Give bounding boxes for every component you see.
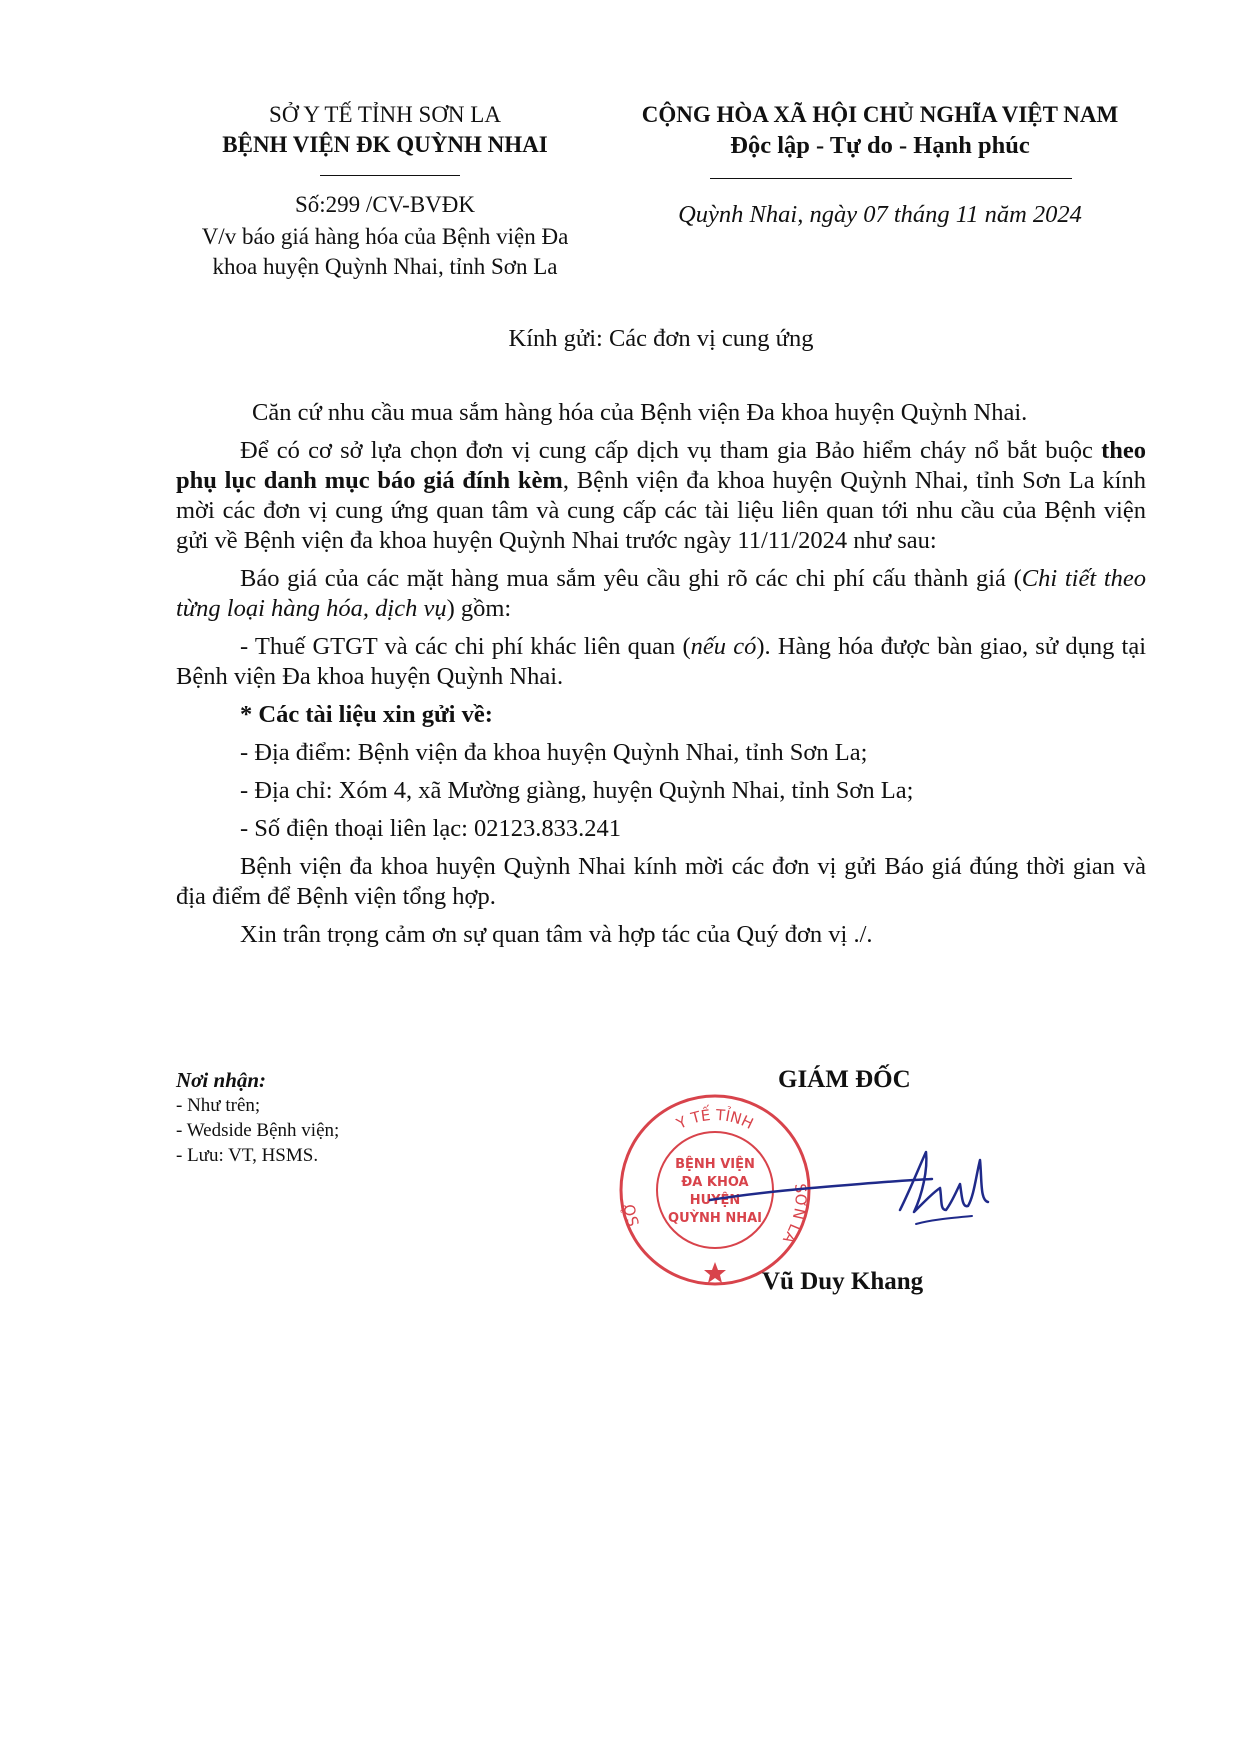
invitation-text-end: , Bệnh viện đa khoa huyện Quỳnh Nhai, tỉnh Sơn La kính mời các đơn vị cung ứng quan tâm và cung cấp các tài liệu liên quan tới nhu cầu của Bệnh viện gửi về Bệnh viện đa khoa huyện Quỳnh Nhai trước ngày 11/11/2024 như sau: bbox=[176, 467, 1146, 554]
subject-line-2: khoa huyện Quỳnh Nhai, tỉnh Sơn La bbox=[212, 254, 558, 279]
tax-text-start: - Thuế GTGT và các chi phí khác liên quan ( bbox=[240, 633, 691, 660]
quote-detail-note: Chi tiết theo từng loại hàng hóa, dịch vụ bbox=[176, 565, 1147, 622]
motto-underline bbox=[710, 178, 1072, 179]
recipients-title: Nơi nhận: bbox=[176, 1068, 267, 1092]
recipients-block bbox=[176, 1068, 476, 1168]
national-motto: Độc lập - Tự do - Hạnh phúc bbox=[730, 132, 1030, 159]
national-header bbox=[600, 100, 1160, 162]
stamp-inner-line: BỆNH VIỆN bbox=[675, 1157, 755, 1172]
quote-text-end: ) gồm: bbox=[446, 595, 512, 622]
signer-title: GIÁM ĐỐC bbox=[778, 1066, 911, 1093]
subject-line-1: V/v báo giá hàng hóa của Bệnh viện Đa bbox=[201, 224, 569, 249]
place-date: Quỳnh Nhai, ngày 07 tháng 11 năm 2024 bbox=[678, 201, 1082, 228]
issuer-underline bbox=[320, 175, 460, 176]
documents-heading: * Các tài liệu xin gửi về: bbox=[240, 701, 493, 728]
paragraph-thanks: Xin trân trọng cảm ơn sự quan tâm và hợp tác của Quý đơn vị ./. bbox=[240, 921, 873, 948]
document-reference bbox=[170, 190, 600, 282]
hospital-name: BỆNH VIỆN ĐK QUỲNH NHAI bbox=[222, 132, 548, 157]
delivery-address: - Địa chỉ: Xóm 4, xã Mường giàng, huyện Quỳnh Nhai, tỉnh Sơn La; bbox=[240, 777, 914, 804]
recipients-item: - Như trên; bbox=[176, 1095, 261, 1116]
nation-title: CỘNG HÒA XÃ HỘI CHỦ NGHĨA VIỆT NAM bbox=[641, 102, 1119, 127]
letter-body bbox=[176, 398, 1146, 950]
delivery-location: - Địa điểm: Bệnh viện đa khoa huyện Quỳnh Nhai, tỉnh Sơn La; bbox=[240, 739, 868, 766]
stamp-inner-line: QUỲNH NHAI bbox=[668, 1211, 762, 1226]
stamp-inner-line: ĐA KHOA bbox=[681, 1175, 749, 1190]
stamp-outer-left-text: SỞ bbox=[620, 1200, 644, 1229]
stamp-star-icon bbox=[704, 1262, 726, 1283]
recipient-line: Kính gửi: Các đơn vị cung ứng bbox=[508, 325, 814, 352]
quote-text-start: Báo giá của các mặt hàng mua sắm yêu cầu ghi rõ các chi phí cấu thành giá ( bbox=[240, 565, 1022, 592]
stamp-outer-top-text: Y TẾ TỈNH bbox=[673, 1105, 757, 1133]
stamp-inner-line: HUYỆN bbox=[689, 1193, 741, 1208]
department-name: SỞ Y TẾ TỈNH SƠN LA bbox=[269, 102, 501, 127]
paragraph-invitation bbox=[176, 436, 1146, 556]
paragraph-tax bbox=[176, 632, 1146, 692]
invitation-text-start: Để có cơ sở lựa chọn đơn vị cung cấp dịch vụ tham gia Bảo hiểm cháy nổ bắt buộc bbox=[240, 437, 1102, 464]
contact-phone: - Số điện thoại liên lạc: 02123.833.241 bbox=[240, 815, 622, 842]
tax-if-any: nếu có bbox=[690, 633, 757, 660]
recipients-item: - Wedside Bệnh viện; bbox=[176, 1120, 340, 1141]
document-number: Số:299 /CV-BVĐK bbox=[295, 192, 475, 217]
signer-name: Vũ Duy Khang bbox=[762, 1268, 924, 1295]
paragraph-quote-requirements bbox=[176, 564, 1146, 624]
recipients-item: - Lưu: VT, HSMS. bbox=[176, 1145, 319, 1166]
paragraph-request: Bệnh viện đa khoa huyện Quỳnh Nhai kính mời các đơn vị gửi Báo giá đúng thời gian và địa điểm để Bệnh viện tổng hợp. bbox=[176, 853, 1146, 910]
issuer-block bbox=[170, 100, 600, 160]
invitation-appendix-ref: theo phụ lục danh mục báo giá đính kèm bbox=[176, 437, 1146, 494]
signature-scribble bbox=[700, 1130, 1000, 1240]
tax-text-end: ). Hàng hóa được bàn giao, sử dụng tại Bệnh viện Đa khoa huyện Quỳnh Nhai. bbox=[176, 633, 1146, 690]
paragraph-basis: Căn cứ nhu cầu mua sắm hàng hóa của Bệnh viện Đa khoa huyện Quỳnh Nhai. bbox=[252, 399, 1028, 426]
stamp-outer-right-text: SƠN LA bbox=[779, 1182, 811, 1247]
